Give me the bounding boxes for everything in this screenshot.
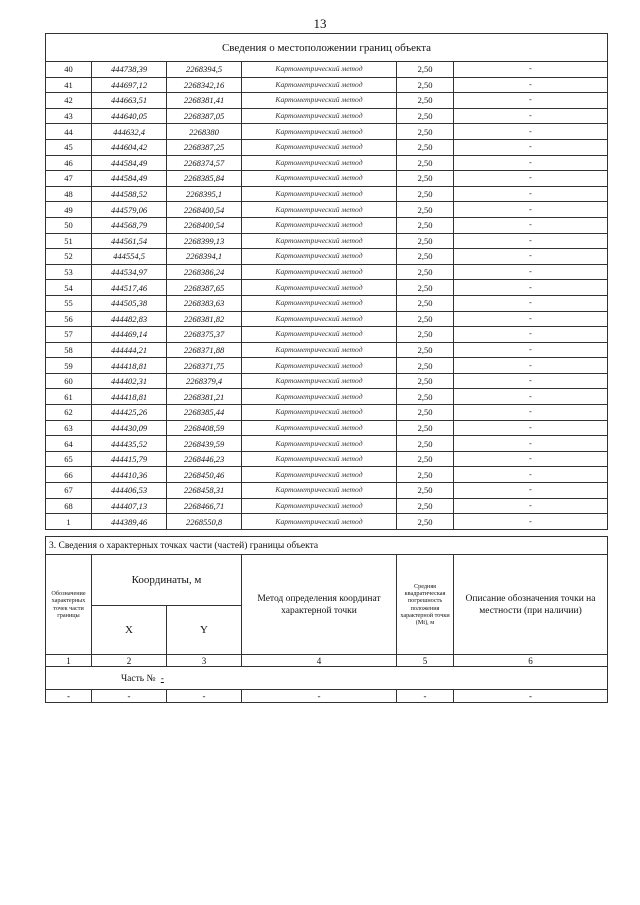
page-number: 13 [313, 16, 327, 31]
method-cell: Картометрический метод [242, 311, 397, 327]
table-row [46, 186, 608, 202]
coord-x: 444579,06 [92, 202, 167, 218]
coord-x: 444469,14 [92, 327, 167, 343]
coord-x: 444406,53 [92, 483, 167, 499]
coord-y: 2268400,54 [167, 202, 242, 218]
error-cell: 2,50 [397, 233, 454, 249]
method-cell: Картометрический метод [242, 358, 397, 374]
error-cell: 2,50 [397, 373, 454, 389]
coord-y: 2268450,46 [167, 467, 242, 483]
point-number: 50 [46, 217, 92, 233]
error-cell: 2,50 [397, 124, 454, 140]
desc-cell: - [454, 124, 608, 140]
coord-x: 444604,42 [92, 139, 167, 155]
error-cell: 2,50 [397, 202, 454, 218]
point-number: 45 [46, 139, 92, 155]
error-cell: 2,50 [397, 249, 454, 265]
table-row [46, 155, 608, 171]
coord-y: 2268400,54 [167, 217, 242, 233]
desc-cell: - [454, 342, 608, 358]
coord-x: 444632,4 [92, 124, 167, 140]
desc-cell: - [454, 155, 608, 171]
method-cell: Картометрический метод [242, 483, 397, 499]
coord-x: 444407,13 [92, 498, 167, 514]
coord-x: 444415,79 [92, 451, 167, 467]
coord-x: 444738,39 [92, 62, 167, 78]
point-number: 60 [46, 373, 92, 389]
coord-x: 444554,5 [92, 249, 167, 265]
error-cell: 2,50 [397, 264, 454, 280]
coord-y: 2268395,1 [167, 186, 242, 202]
col-error-header: Средняя квадратическая погрешность положения характерной точки (Mt), м [397, 555, 454, 655]
table-row [46, 108, 608, 124]
table-row [46, 311, 608, 327]
error-cell: 2,50 [397, 311, 454, 327]
coord-y: 2268371,88 [167, 342, 242, 358]
desc-cell: - [454, 264, 608, 280]
desc-cell: - [454, 514, 608, 530]
method-cell: Картометрический метод [242, 202, 397, 218]
point-number: 66 [46, 467, 92, 483]
dash-cell: - [92, 690, 167, 703]
desc-cell: - [454, 373, 608, 389]
table-row [46, 249, 608, 265]
coord-y: 2268381,82 [167, 311, 242, 327]
error-cell: 2,50 [397, 358, 454, 374]
table-row [46, 498, 608, 514]
col-desc-header: Описание обозначения точки на местности (при наличии) [454, 555, 608, 655]
table-row [46, 124, 608, 140]
coord-y: 2268380 [167, 124, 242, 140]
coord-x: 444410,36 [92, 467, 167, 483]
desc-cell: - [454, 202, 608, 218]
coord-x: 444444,21 [92, 342, 167, 358]
desc-cell: - [454, 327, 608, 343]
error-cell: 2,50 [397, 217, 454, 233]
point-number: 44 [46, 124, 92, 140]
point-number: 56 [46, 311, 92, 327]
coord-x: 444418,81 [92, 358, 167, 374]
method-cell: Картометрический метод [242, 233, 397, 249]
col-number: 4 [242, 655, 397, 667]
coord-y: 2268374,57 [167, 155, 242, 171]
point-number: 54 [46, 280, 92, 296]
table-row [46, 373, 608, 389]
table-row [46, 405, 608, 421]
coord-y: 2268394,1 [167, 249, 242, 265]
point-number: 1 [46, 514, 92, 530]
col-point-header: Обозначение характерных точек части границы [46, 555, 92, 655]
section3-title: 3. Сведения о характерных точках части (частей) границы объекта [46, 537, 608, 555]
method-cell: Картометрический метод [242, 155, 397, 171]
error-cell: 2,50 [397, 405, 454, 421]
error-cell: 2,50 [397, 108, 454, 124]
desc-cell: - [454, 186, 608, 202]
table-row [46, 451, 608, 467]
desc-cell: - [454, 467, 608, 483]
table-row [46, 467, 608, 483]
boundary-points-table [45, 33, 608, 530]
point-number: 41 [46, 77, 92, 93]
desc-cell: - [454, 358, 608, 374]
coord-x: 444389,46 [92, 514, 167, 530]
desc-cell: - [454, 249, 608, 265]
table-row [46, 139, 608, 155]
col-number: 2 [92, 655, 167, 667]
desc-cell: - [454, 451, 608, 467]
coord-x: 444430,09 [92, 420, 167, 436]
error-cell: 2,50 [397, 93, 454, 109]
dash-cell: - [397, 690, 454, 703]
dash-cell: - [46, 690, 92, 703]
coord-x: 444584,49 [92, 155, 167, 171]
point-number: 57 [46, 327, 92, 343]
point-number: 53 [46, 264, 92, 280]
col-coords-header: Координаты, м [92, 555, 242, 606]
col-x-header: X [92, 606, 167, 655]
coord-x: 444534,97 [92, 264, 167, 280]
point-number: 48 [46, 186, 92, 202]
error-cell: 2,50 [397, 389, 454, 405]
method-cell: Картометрический метод [242, 295, 397, 311]
method-cell: Картометрический метод [242, 186, 397, 202]
coord-y: 2268375,37 [167, 327, 242, 343]
desc-cell: - [454, 295, 608, 311]
point-number: 49 [46, 202, 92, 218]
coord-y: 2268550,8 [167, 514, 242, 530]
point-number: 67 [46, 483, 92, 499]
method-cell: Картометрический метод [242, 373, 397, 389]
point-number: 68 [46, 498, 92, 514]
coord-y: 2268379,4 [167, 373, 242, 389]
table-row [46, 217, 608, 233]
error-cell: 2,50 [397, 155, 454, 171]
point-number: 65 [46, 451, 92, 467]
error-cell: 2,50 [397, 483, 454, 499]
method-cell: Картометрический метод [242, 124, 397, 140]
desc-cell: - [454, 280, 608, 296]
desc-cell: - [454, 389, 608, 405]
part-points-table [45, 536, 608, 703]
error-cell: 2,50 [397, 327, 454, 343]
col-y-header: Y [167, 606, 242, 655]
coord-y: 2268399,13 [167, 233, 242, 249]
table-row [46, 264, 608, 280]
point-number: 46 [46, 155, 92, 171]
error-cell: 2,50 [397, 467, 454, 483]
table-row [46, 327, 608, 343]
table-row [46, 295, 608, 311]
method-cell: Картометрический метод [242, 280, 397, 296]
point-number: 64 [46, 436, 92, 452]
method-cell: Картометрический метод [242, 467, 397, 483]
desc-cell: - [454, 233, 608, 249]
method-cell: Картометрический метод [242, 420, 397, 436]
method-cell: Картометрический метод [242, 139, 397, 155]
dash-cell: - [242, 690, 397, 703]
error-cell: 2,50 [397, 62, 454, 78]
coord-x: 444588,52 [92, 186, 167, 202]
coord-y: 2268439,59 [167, 436, 242, 452]
point-number: 42 [46, 93, 92, 109]
error-cell: 2,50 [397, 420, 454, 436]
desc-cell: - [454, 62, 608, 78]
error-cell: 2,50 [397, 186, 454, 202]
coord-x: 444517,46 [92, 280, 167, 296]
desc-cell: - [454, 420, 608, 436]
coord-x: 444663,51 [92, 93, 167, 109]
coord-y: 2268383,63 [167, 295, 242, 311]
error-cell: 2,50 [397, 498, 454, 514]
coord-x: 444425,26 [92, 405, 167, 421]
col-number: 3 [167, 655, 242, 667]
table-row [46, 514, 608, 530]
coord-y: 2268386,24 [167, 264, 242, 280]
coord-x: 444418,81 [92, 389, 167, 405]
method-cell: Картометрический метод [242, 514, 397, 530]
point-number: 52 [46, 249, 92, 265]
coord-x: 444697,12 [92, 77, 167, 93]
error-cell: 2,50 [397, 139, 454, 155]
coord-x: 444568,79 [92, 217, 167, 233]
coord-x: 444435,52 [92, 436, 167, 452]
table-row [46, 171, 608, 187]
error-cell: 2,50 [397, 280, 454, 296]
coord-y: 2268458,31 [167, 483, 242, 499]
desc-cell: - [454, 498, 608, 514]
coord-y: 2268394,5 [167, 62, 242, 78]
coord-y: 2268371,75 [167, 358, 242, 374]
coord-x: 444482,83 [92, 311, 167, 327]
coord-x: 444402,31 [92, 373, 167, 389]
table-row [46, 280, 608, 296]
col-number: 1 [46, 655, 92, 667]
method-cell: Картометрический метод [242, 389, 397, 405]
method-cell: Картометрический метод [242, 171, 397, 187]
desc-cell: - [454, 139, 608, 155]
coord-y: 2268385,84 [167, 171, 242, 187]
error-cell: 2,50 [397, 514, 454, 530]
method-cell: Картометрический метод [242, 436, 397, 452]
error-cell: 2,50 [397, 295, 454, 311]
desc-cell: - [454, 77, 608, 93]
table-row [46, 436, 608, 452]
coord-y: 2268381,41 [167, 93, 242, 109]
method-cell: Картометрический метод [242, 327, 397, 343]
desc-cell: - [454, 93, 608, 109]
point-number: 43 [46, 108, 92, 124]
point-number: 40 [46, 62, 92, 78]
point-number: 58 [46, 342, 92, 358]
col-number: 6 [454, 655, 608, 667]
coord-x: 444640,05 [92, 108, 167, 124]
method-cell: Картометрический метод [242, 498, 397, 514]
coord-y: 2268387,05 [167, 108, 242, 124]
method-cell: Картометрический метод [242, 108, 397, 124]
table-row [46, 202, 608, 218]
error-cell: 2,50 [397, 436, 454, 452]
desc-cell: - [454, 405, 608, 421]
coord-y: 2268466,71 [167, 498, 242, 514]
coord-y: 2268342,16 [167, 77, 242, 93]
table-row [46, 233, 608, 249]
point-number: 47 [46, 171, 92, 187]
part-row [46, 667, 608, 690]
point-number: 61 [46, 389, 92, 405]
part-label: Часть № [121, 673, 156, 684]
coord-y: 2268387,25 [167, 139, 242, 155]
table-row [46, 420, 608, 436]
section-title: Сведения о местоположении границ объекта [46, 34, 608, 62]
error-cell: 2,50 [397, 77, 454, 93]
method-cell: Картометрический метод [242, 62, 397, 78]
table-row [46, 358, 608, 374]
method-cell: Картометрический метод [242, 77, 397, 93]
method-cell: Картометрический метод [242, 264, 397, 280]
method-cell: Картометрический метод [242, 405, 397, 421]
desc-cell: - [454, 217, 608, 233]
table-row [46, 77, 608, 93]
coord-x: 444505,38 [92, 295, 167, 311]
col-number: 5 [397, 655, 454, 667]
desc-cell: - [454, 483, 608, 499]
coord-x: 444561,54 [92, 233, 167, 249]
table-row [46, 389, 608, 405]
desc-cell: - [454, 108, 608, 124]
desc-cell: - [454, 311, 608, 327]
error-cell: 2,50 [397, 171, 454, 187]
table-row [46, 93, 608, 109]
method-cell: Картометрический метод [242, 249, 397, 265]
method-cell: Картометрический метод [242, 451, 397, 467]
point-number: 63 [46, 420, 92, 436]
point-number: 51 [46, 233, 92, 249]
point-number: 62 [46, 405, 92, 421]
coord-y: 2268408,59 [167, 420, 242, 436]
col-method-header: Метод определения координат характерной точки [242, 555, 397, 655]
coord-x: 444584,49 [92, 171, 167, 187]
method-cell: Картометрический метод [242, 342, 397, 358]
method-cell: Картометрический метод [242, 93, 397, 109]
part-value: - [160, 673, 164, 684]
error-cell: 2,50 [397, 342, 454, 358]
dash-cell: - [454, 690, 608, 703]
table-row [46, 62, 608, 78]
point-number: 59 [46, 358, 92, 374]
point-number: 55 [46, 295, 92, 311]
dash-cell: - [167, 690, 242, 703]
coord-y: 2268385,44 [167, 405, 242, 421]
method-cell: Картометрический метод [242, 217, 397, 233]
desc-cell: - [454, 171, 608, 187]
table-row [46, 483, 608, 499]
error-cell: 2,50 [397, 451, 454, 467]
coord-y: 2268446,23 [167, 451, 242, 467]
coord-y: 2268381,21 [167, 389, 242, 405]
coord-y: 2268387,65 [167, 280, 242, 296]
table-row [46, 342, 608, 358]
desc-cell: - [454, 436, 608, 452]
